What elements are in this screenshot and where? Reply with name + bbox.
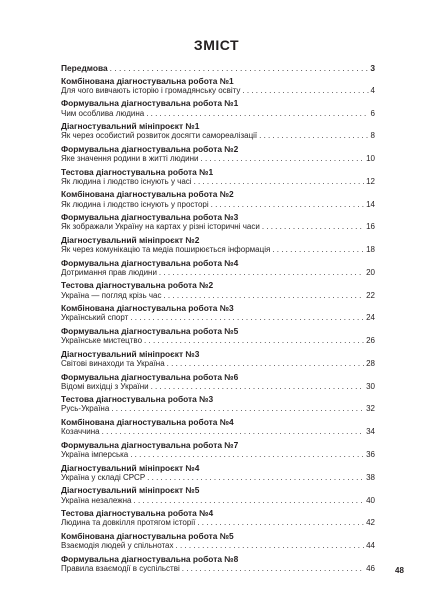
- toc-entry: [61, 235, 375, 255]
- dot-leader: [167, 359, 364, 369]
- toc-entry-heading: Тестова діагностувальна робота №3: [61, 394, 214, 405]
- toc-entry-page-number: 28: [366, 358, 375, 368]
- toc-entry: [61, 394, 375, 414]
- toc-entry-page-number: 26: [366, 336, 375, 346]
- toc-entry-line: [61, 518, 375, 528]
- toc-entry-heading: Діагностувальний мініпроєкт №4: [61, 462, 200, 473]
- toc-entry-line: [61, 541, 375, 551]
- toc-entry: [61, 463, 375, 483]
- toc-entry-page-number: 14: [366, 199, 375, 209]
- toc-entry-page-number: 32: [366, 404, 375, 414]
- toc-entry-page-number: 38: [366, 472, 375, 482]
- toc-entry-page-number: 44: [366, 541, 375, 551]
- toc-entry-heading: Тестова діагностувальна робота №4: [61, 508, 214, 519]
- dot-leader: [176, 541, 365, 551]
- toc-entry-title: Як людина і людство існують у часі: [61, 176, 192, 186]
- toc-entry-heading: Тестова діагностувальна робота №2: [61, 280, 214, 291]
- toc-entry: [61, 372, 375, 392]
- toc-entry-title: Дотримання прав людини: [61, 267, 157, 277]
- toc-entry-title: Відомі вихідці з України: [61, 381, 149, 391]
- toc-entry-heading: Формувальна діагностувальна робота №6: [61, 371, 239, 382]
- toc-entry-page-number: 8: [370, 131, 375, 141]
- toc-entry-page-number: 22: [366, 290, 375, 300]
- dot-leader: [102, 427, 364, 437]
- dot-leader: [111, 404, 364, 414]
- toc-entry-heading: Формувальна діагностувальна робота №1: [61, 98, 239, 109]
- toc-entry-line: [61, 177, 375, 187]
- toc-entry-page-number: 30: [366, 381, 375, 391]
- toc-entry-line: [61, 336, 375, 346]
- dot-leader: [163, 291, 364, 301]
- toc-entry: [61, 349, 375, 369]
- dot-leader: [259, 131, 368, 141]
- toc-entry-heading: Комбінована діагностувальна робота №1: [61, 75, 234, 86]
- toc-entry-page-number: 42: [366, 518, 375, 528]
- toc-entry-heading: Формувальна діагностувальна робота №8: [61, 553, 239, 564]
- toc-entry-heading: Діагностувальний мініпроєкт №2: [61, 234, 200, 245]
- dot-leader: [272, 245, 364, 255]
- toc-entry-heading: Формувальна діагностувальна робота №7: [61, 439, 239, 450]
- toc-entry-title: Україна незалежна: [61, 495, 132, 505]
- toc-entry-page-number: 4: [370, 85, 375, 95]
- toc-entry-title: Передмова: [61, 63, 108, 73]
- toc-entry-heading: Діагностувальний мініпроєкт №5: [61, 485, 200, 496]
- toc-entry: [61, 76, 375, 96]
- toc-entry-page-number: 46: [366, 563, 375, 573]
- toc-entry-title: Яке значення родини в житті людини: [61, 154, 199, 164]
- toc-entry: [61, 144, 375, 164]
- toc-entry-title: Чим особлива людина: [61, 108, 145, 118]
- toc-entry-title: Русь-Україна: [61, 404, 110, 414]
- toc-entry: [61, 440, 375, 460]
- toc-entry-heading: Діагностувальний мініпроєкт №3: [61, 348, 200, 359]
- toc-entry-page-number: 12: [366, 176, 375, 186]
- dot-leader: [197, 518, 364, 528]
- toc-entry-line: [61, 200, 375, 210]
- dot-leader: [159, 268, 364, 278]
- toc-entry-line: [61, 450, 375, 460]
- toc-entry-line: [61, 496, 375, 506]
- toc-entry-heading: Формувальна діагностувальна робота №3: [61, 212, 239, 223]
- toc-entry-page-number: 6: [370, 108, 375, 118]
- dot-leader: [146, 109, 368, 119]
- page-title: ЗМІСТ: [193, 37, 240, 53]
- toc-entry-title: Козаччина: [61, 427, 100, 437]
- dot-leader: [194, 177, 365, 187]
- dot-leader: [182, 564, 364, 574]
- toc-entry: [61, 98, 375, 118]
- toc-entry-title: Україна імперська: [61, 450, 129, 460]
- toc-entry: [61, 258, 375, 278]
- toc-entry: [61, 212, 375, 232]
- toc-entry-line: [61, 86, 375, 96]
- toc-entry: [61, 189, 375, 209]
- toc-entry: [61, 280, 375, 300]
- toc-entry-title: Правила взаємодії в суспільстві: [61, 563, 180, 573]
- toc-entry-page-number: 20: [366, 267, 375, 277]
- toc-entry-line: [61, 245, 375, 255]
- table-of-contents: [61, 63, 375, 574]
- toc-entry-line: [61, 382, 375, 392]
- toc-entry-title: Як через особистий розвиток досягти самореалізації: [61, 131, 258, 141]
- toc-entry-line: [61, 313, 375, 323]
- dot-leader: [130, 313, 364, 323]
- dot-leader: [242, 86, 368, 96]
- dot-leader: [110, 63, 369, 73]
- toc-entry-line: [61, 359, 375, 369]
- toc-entry-page-number: 36: [366, 450, 375, 460]
- toc-entry-heading: Комбінована діагностувальна робота №5: [61, 530, 234, 541]
- toc-entry-title: Взаємодія людей у спільнотах: [61, 541, 174, 551]
- toc-entry: [61, 508, 375, 528]
- toc-entry-title: Як людина і людство існують у просторі: [61, 199, 209, 209]
- toc-entry-title: Український спорт: [61, 313, 129, 323]
- toc-entry-title: Україна у складі СРСР: [61, 472, 146, 482]
- toc-entry: [61, 63, 375, 73]
- toc-entry: [61, 326, 375, 346]
- toc-entry: [61, 167, 375, 187]
- toc-entry-line: [61, 154, 375, 164]
- toc-entry-page-number: 16: [366, 222, 375, 232]
- toc-entry-line: [61, 131, 375, 141]
- toc-entry-title: Як зображали Україну на картах у різні історичні часи: [61, 222, 260, 232]
- toc-entry-title: Україна — погляд крізь час: [61, 290, 162, 300]
- toc-entry-line: [61, 427, 375, 437]
- page-number: 48: [395, 566, 404, 575]
- dot-leader: [151, 382, 364, 392]
- toc-entry-page-number: 3: [370, 63, 375, 73]
- toc-entry-title: Людина та довкілля протягом історії: [61, 518, 196, 528]
- toc-entry: [61, 485, 375, 505]
- dot-leader: [147, 473, 364, 483]
- toc-entry-title: Світові винаходи та Україна: [61, 358, 165, 368]
- toc-entry: [61, 121, 375, 141]
- dot-leader: [211, 200, 364, 210]
- toc-entry-heading: Формувальна діагностувальна робота №4: [61, 257, 239, 268]
- toc-entry-line: [61, 564, 375, 574]
- toc-entry-page-number: 24: [366, 313, 375, 323]
- toc-entry-heading: Комбінована діагностувальна робота №4: [61, 417, 234, 428]
- toc-entry-line: [61, 291, 375, 301]
- toc-entry-title: Для чого вивчають історію і громадянську освіту: [61, 85, 241, 95]
- dot-leader: [130, 450, 364, 460]
- dot-leader: [262, 222, 364, 232]
- toc-entry-heading: Тестова діагностувальна робота №1: [61, 166, 214, 177]
- toc-entry-page-number: 34: [366, 427, 375, 437]
- toc-entry-page-number: 40: [366, 495, 375, 505]
- toc-entry-heading: Формувальна діагностувальна робота №2: [61, 143, 239, 154]
- toc-entry-page-number: 18: [366, 245, 375, 255]
- toc-entry-heading: Комбінована діагностувальна робота №2: [61, 189, 234, 200]
- toc-entry-heading: Формувальна діагностувальна робота №5: [61, 326, 239, 336]
- toc-entry-heading: Комбінована діагностувальна робота №3: [61, 303, 234, 314]
- toc-entry: [61, 303, 375, 323]
- toc-entry-page-number: 10: [366, 154, 375, 164]
- toc-entry: [61, 417, 375, 437]
- dot-leader: [144, 336, 364, 346]
- toc-entry-title: Українське мистецтво: [61, 336, 143, 346]
- toc-entry-title: Як через комунікацію та медіа поширюється інформація: [61, 245, 271, 255]
- toc-entry: [61, 531, 375, 551]
- toc-entry-line: [61, 404, 375, 414]
- toc-entry: [61, 554, 375, 574]
- toc-entry-line: [61, 473, 375, 483]
- toc-entry-line: [61, 268, 375, 278]
- toc-entry-line: [61, 109, 375, 119]
- dot-leader: [201, 154, 365, 164]
- toc-entry-line: [61, 63, 375, 73]
- toc-entry-heading: Діагностувальний мініпроєкт №1: [61, 121, 200, 132]
- toc-entry-line: [61, 222, 375, 232]
- dot-leader: [134, 496, 365, 506]
